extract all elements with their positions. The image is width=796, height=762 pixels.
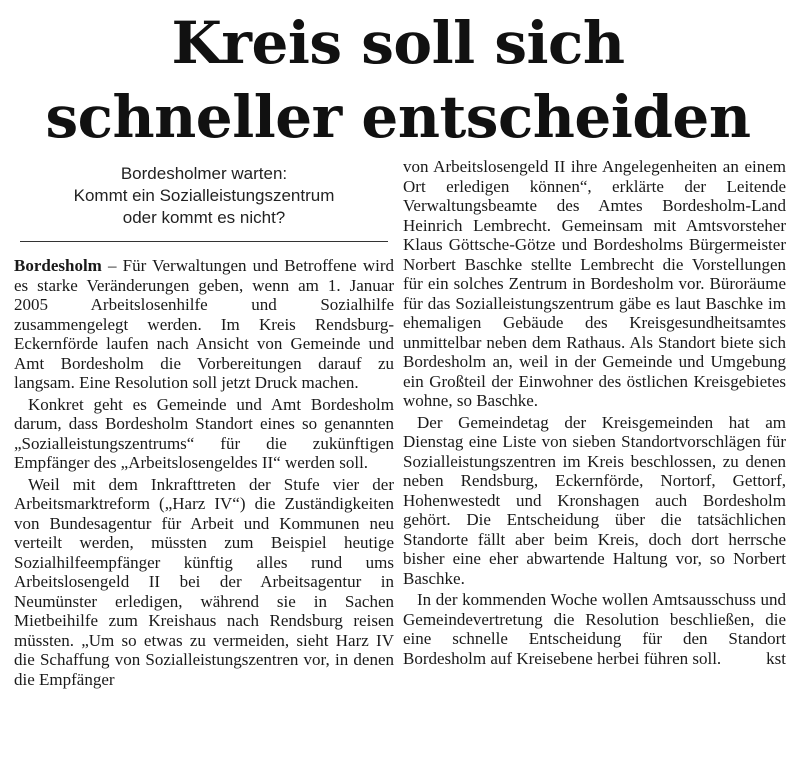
subheadline-divider — [20, 241, 388, 242]
subheadline — [14, 163, 394, 229]
subheadline-line-1: Bordesholmer warten: — [120, 164, 288, 183]
article-paragraph-3: Weil mit dem Inkrafttreten der Stufe vier der Arbeitsmarktreform („Harz IV“) die Zuständigkeiten von Bundesagentur für Arbeit und Kommunen neu verteilt werden, müssten zum Beispiel heutige Sozialhilfeempfänger künftig alles rund ums Arbeitslosengeld II bei der Arbeitsagentur in Neumünster erledigen, während sie in Sachen Mietbeihilfe zum Kreishaus nach Rendsburg reisen müssten. „Um so etwas zu vermeiden, sieht Harz IV die Schaffung von Sozialleistungszentren vor, in denen die Empfänger — [14, 474, 394, 689]
dateline: Bordesholm — [14, 256, 102, 275]
article-paragraph-5: Der Gemeindetag der Kreisgemeinden hat am Dienstag eine Liste von sieben Standortvorschlägen für Sozialleistungszentren im Kreis beschlossen, zu denen neben Rendsburg, Eckernförde, Nortorf, Gettorf, Hohenwestedt und Kronshagen auch Bordesholm gehört. Die Entscheidung über die tatsächlichen Standorte fällt aber beim Kreis, doch dort herrsche bisher eine eher abwartende Haltung vor, so Norbert Baschke. — [403, 412, 786, 588]
article-paragraph-6 — [403, 590, 786, 668]
headline-line-1: Kreis soll sich — [171, 9, 625, 77]
author-initials: kst — [766, 648, 786, 668]
article-column-right — [403, 157, 786, 668]
subheadline-line-2: Kommt ein Sozialleistungszentrum — [73, 186, 335, 205]
article-paragraph-1 — [14, 256, 394, 393]
paragraph-1-text: – Für Verwaltungen und Betroffene wird es starke Veränderungen geben, wenn am 1. Januar 2005 Arbeitslosenhilfe und Sozialhilfe zusammengelegt werden. Im Kreis Rendsburg-Eckernförde laufen nach Ansicht von Gemeinde und Amt Bordesholm die Vorbereitungen darauf zu langsam. Eine Resolution soll jetzt Druck machen. — [14, 256, 394, 392]
article-column-left — [14, 256, 394, 689]
subheadline-line-3: oder kommt es nicht? — [122, 208, 286, 227]
article-paragraph-2: Konkret geht es Gemeinde und Amt Bordesholm darum, dass Bordesholm Standort eines so genannten „Sozialleistungszentrums“ für die zukünftigen Empfänger des „Arbeitslosengeldes II“ werden soll. — [14, 394, 394, 472]
paragraph-6-text: In der kommenden Woche wollen Amtsausschuss und Gemeindevertretung die Resolution beschließen, die eine schnelle Entscheidung für den Standort Bordesholm auf Kreisebene herbei führen soll. — [403, 590, 786, 668]
headline-line-2: schneller entscheiden — [45, 83, 751, 151]
article-paragraph-4: von Arbeitslosengeld II ihre Angelegenheiten an einem Ort erledigen können“, erklärte der Leitende Verwaltungsbeamte des Amtes Bordesholm-Land Heinrich Lembrecht. Gemeinsam mit Amtsvorsteher Klaus Göttsche-Götze und Bordesholms Bürgermeister Norbert Baschke stellte Lembrecht die Vorstellungen für ein solches Zentrum in Bordesholm vor. Büroräume für das Sozialleistungszentrum gäbe es laut Baschke im ehemaligen Gebäude des Kreisgesundheitsamtes unmittelbar neben dem Rathaus. Als Standort biete sich Bordesholm an, weil in der Gemeinde und Umgebung ein Großteil der Einwohner des östlichen Kreisgebietes wohne, so Baschke. — [403, 157, 786, 410]
